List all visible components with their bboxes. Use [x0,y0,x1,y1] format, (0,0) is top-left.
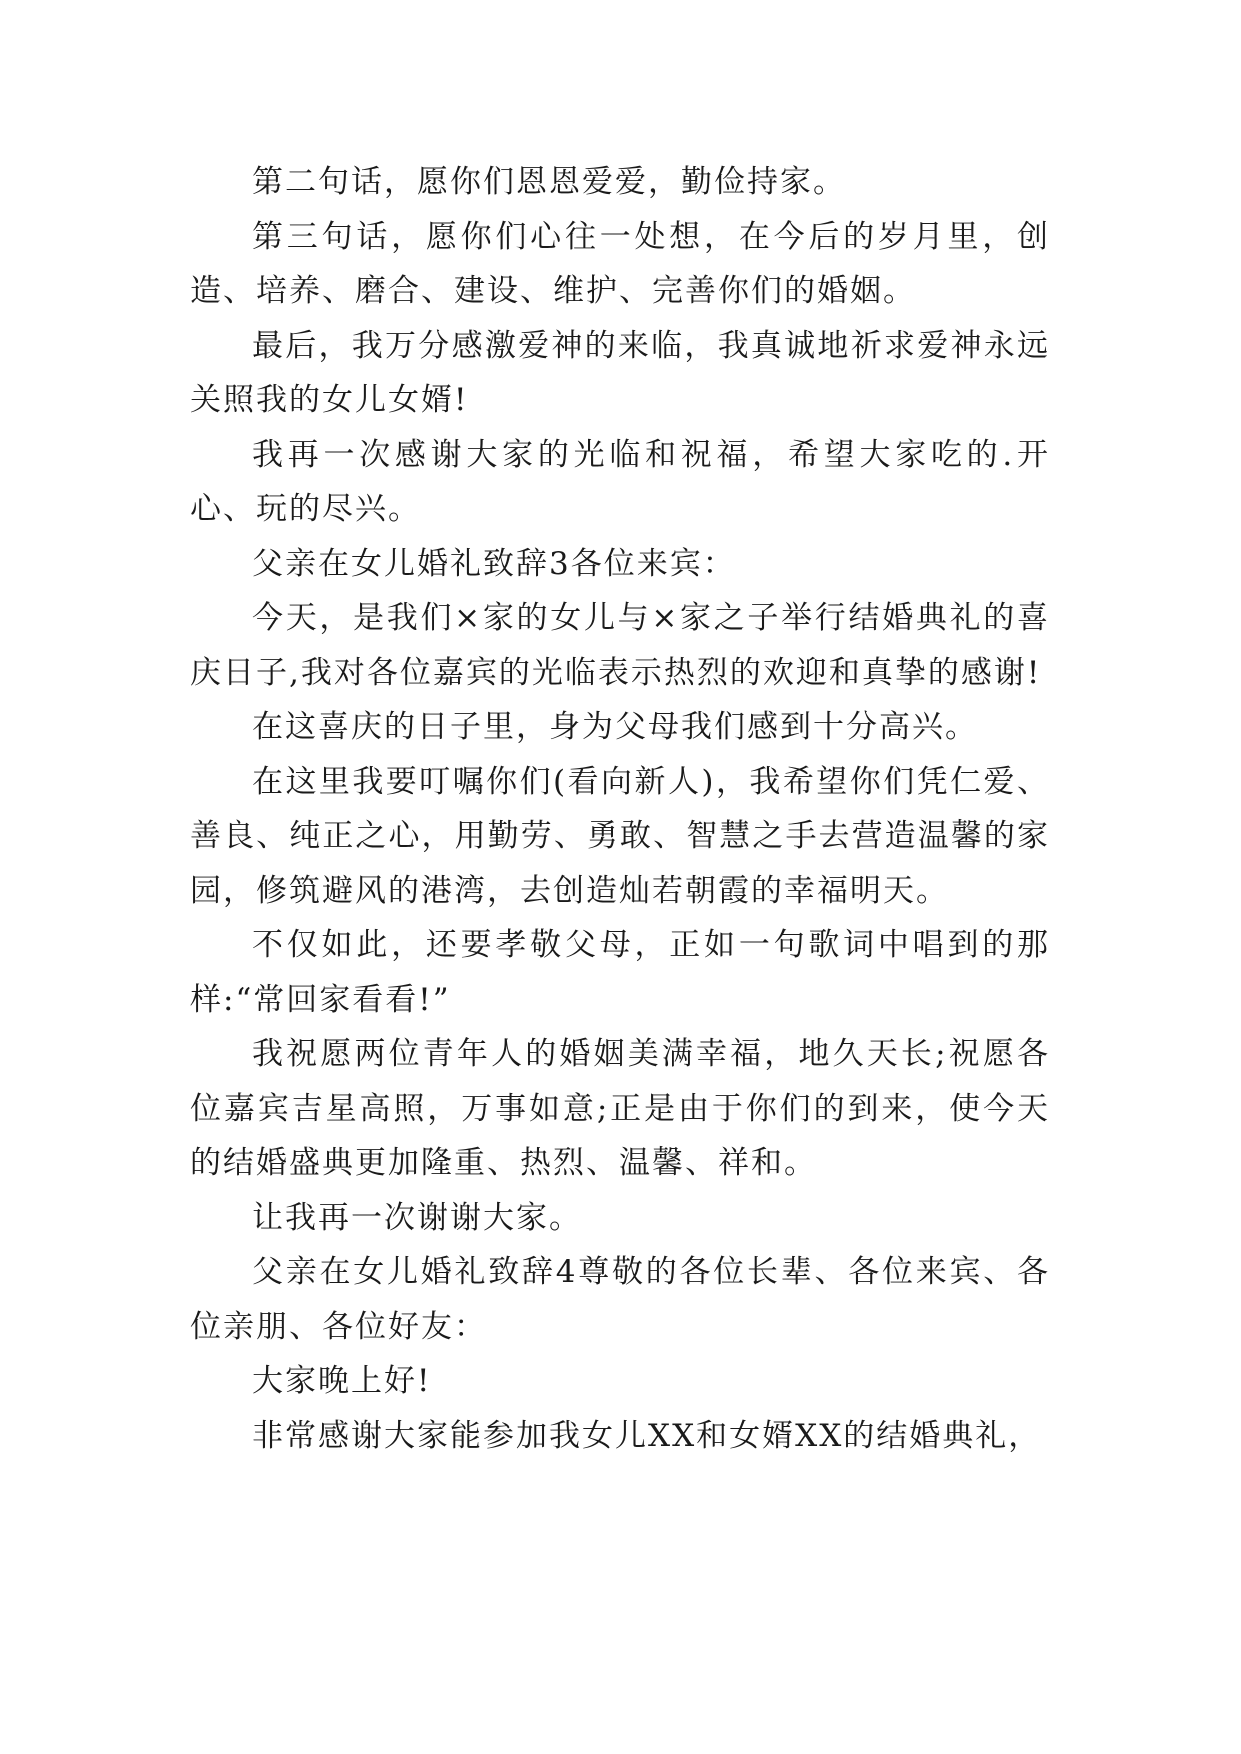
paragraph: 我祝愿两位青年人的婚姻美满幸福，地久天长;祝愿各位嘉宾吉星高照，万事如意;正是由于你们的到来，使今天的结婚盛典更加隆重、热烈、温馨、祥和。 [190,1036,1050,1181]
paragraph: 今天，是我们×家的女儿与×家之子举行结婚典礼的喜庆日子,我对各位嘉宾的光临表示热烈的欢迎和真挚的感谢! [190,600,1050,691]
paragraph: 我再一次感谢大家的光临和祝福，希望大家吃的.开心、玩的尽兴。 [190,436,1050,527]
paragraph: 父亲在女儿婚礼致辞3各位来宾： [252,545,736,582]
paragraph: 第三句话，愿你们心往一处想，在今后的岁月里，创造、培养、磨合、建设、维护、完善你们的婚姻。 [190,218,1050,309]
paragraph: 在这里我要叮嘱你们(看向新人)，我希望你们凭仁爱、善良、纯正之心，用勤劳、勇敢、智慧之手去营造温馨的家园，修筑避风的港湾，去创造灿若朝霞的幸福明天。 [190,763,1050,909]
paragraph: 在这喜庆的日子里，身为父母我们感到十分高兴。 [252,709,978,745]
paragraph: 非常感谢大家能参加我女儿XX和女婿XX的结婚典礼， [252,1417,1042,1454]
paragraph: 最后，我万分感激爱神的来临，我真诚地祈求爱神永远关照我的女儿女婿! [190,327,1050,418]
paragraph: 大家晚上好! [252,1363,432,1399]
paragraph: 让我再一次谢谢大家。 [252,1199,582,1236]
paragraph: 父亲在女儿婚礼致辞4尊敬的各位长辈、各位来宾、各位亲朋、各位好友： [190,1254,1050,1345]
paragraph: 第二句话，愿你们恩恩爱爱，勤俭持家。 [252,164,846,200]
document-body [190,155,1050,1463]
paragraph: 不仅如此，还要孝敬父母，正如一句歌词中唱到的那样:“常回家看看!” [190,927,1050,1018]
